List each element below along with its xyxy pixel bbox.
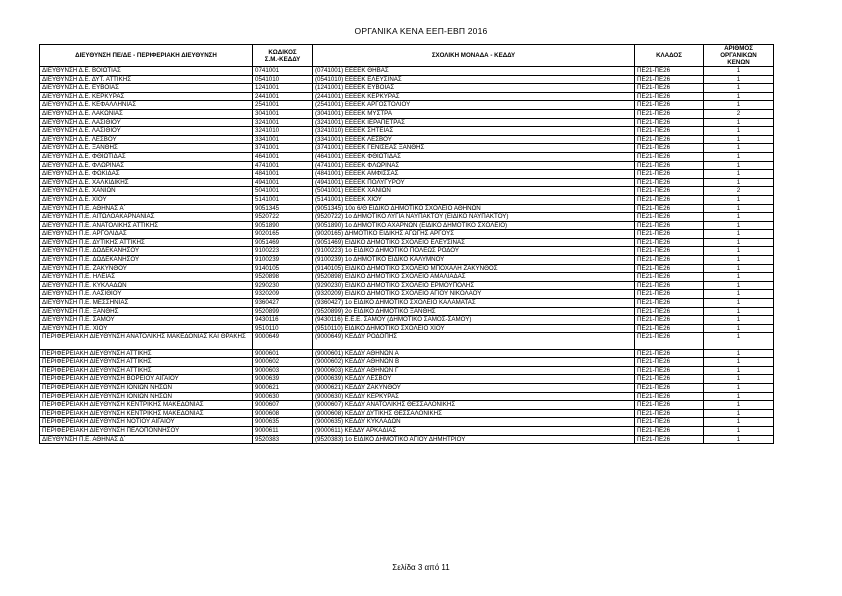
- cell-unit: (5041001) ΕΕΕΕΚ ΧΑΝΙΩΝ: [313, 187, 635, 196]
- cell-branch: ΠΕ21-ΠΕ26: [635, 152, 704, 161]
- cell-code: 4741001: [253, 161, 313, 170]
- cell-unit: (9520383) 1ο ΕΙΔΙΚΟ ΔΗΜΟΤΙΚΟ ΑΓΙΟΥ ΔΗΜΗΤΡΙΟΥ: [313, 435, 635, 444]
- cell-branch: ΠΕ21-ΠΕ26: [635, 144, 704, 153]
- cell-code: 9051345: [253, 204, 313, 213]
- cell-count: 1: [704, 213, 774, 222]
- cell-direction: ΠΕΡΙΦΕΡΕΙΑΚΗ ΔΙΕΥΘΥΝΣΗ ΑΝΑΤΟΛΙΚΗΣ ΜΑΚΕΔΟΝΙΑΣ ΚΑΙ ΘΡΑΚΗΣ: [40, 333, 253, 349]
- table-row: [40, 324, 774, 333]
- cell-code: 2541001: [253, 101, 313, 110]
- cell-branch: ΠΕ21-ΠΕ26: [635, 238, 704, 247]
- vacancies-table: [39, 44, 774, 444]
- cell-unit: (0541010) ΕΕΕΕΚ ΕΛΕΥΣΙΝΑΣ: [313, 75, 635, 84]
- cell-count: 1: [704, 307, 774, 316]
- cell-direction: ΔΙΕΥΘΥΝΣΗ Δ.Ε. ΦΘΙΩΤΙΔΑΣ: [40, 152, 253, 161]
- cell-direction: ΠΕΡΙΦΕΡΕΙΑΚΗ ΔΙΕΥΘΥΝΣΗ ΑΤΤΙΚΗΣ: [40, 349, 253, 358]
- cell-code: 9051890: [253, 221, 313, 230]
- cell-unit: (9051469) ΕΙΔΙΚΟ ΔΗΜΟΤΙΚΟ ΣΧΟΛΕΙΟ ΕΛΕΥΣΙΝΑΣ: [313, 238, 635, 247]
- cell-code: 4641001: [253, 152, 313, 161]
- cell-count: 1: [704, 273, 774, 282]
- cell-unit: (9000608) ΚΕΔΔΥ ΔΥΤΙΚΗΣ ΘΕΣΣΑΛΟΝΙΚΗΣ: [313, 409, 635, 418]
- cell-unit: (9520722) 1ο ΔΗΜΟΤΙΚΟ ΛΥΓΙΑ ΝΑΥΠΑΚΤΟΥ (ΕΙΔΙΚΟ ΝΑΥΠΑΚΤΟΥ): [313, 213, 635, 222]
- cell-direction: ΔΙΕΥΘΥΝΣΗ Π.Ε. ΚΥΚΛΑΔΩΝ: [40, 281, 253, 290]
- cell-direction: ΔΙΕΥΘΥΝΣΗ Π.Ε. ΣΑΜΟΥ: [40, 316, 253, 325]
- header-count-line1: ΑΡΙΘΜΟΣ ΟΡΓΑΝΙΚΩΝ: [720, 45, 757, 59]
- cell-unit: (3041001) ΕΕΕΕΚ ΜΥΣΤΡΑ: [313, 109, 635, 118]
- cell-unit: (9520898) ΕΙΔΙΚΟ ΔΗΜΟΤΙΚΟ ΣΧΟΛΕΙΟ ΑΜΑΛΙΑΔΑΣ: [313, 273, 635, 282]
- cell-branch: ΠΕ21-ΠΕ26: [635, 213, 704, 222]
- cell-unit: (9520899) 2ο ΕΙΔΙΚΟ ΔΗΜΟΤΙΚΟ ΞΑΝΘΗΣ: [313, 307, 635, 316]
- cell-count: 1: [704, 247, 774, 256]
- table-row: [40, 135, 774, 144]
- cell-count: 1: [704, 127, 774, 136]
- table-row: [40, 170, 774, 179]
- cell-unit: (4741001) ΕΕΕΕΚ ΦΛΩΡΙΝΑΣ: [313, 161, 635, 170]
- cell-code: 3041001: [253, 109, 313, 118]
- table-row: [40, 290, 774, 299]
- cell-code: 4841001: [253, 170, 313, 179]
- table-row: [40, 316, 774, 325]
- cell-direction: ΠΕΡΙΦΕΡΕΙΑΚΗ ΔΙΕΥΘΥΝΣΗ ΠΕΛΟΠΟΝΝΗΣΟΥ: [40, 426, 253, 435]
- cell-branch: ΠΕ21-ΠΕ26: [635, 195, 704, 204]
- cell-unit: (2541001) ΕΕΕΕΚ ΑΡΓΟΣΤΟΛΙΟΥ: [313, 101, 635, 110]
- cell-branch: ΠΕ21-ΠΕ26: [635, 426, 704, 435]
- page-title: ΟΡΓΑΝΙΚΑ ΚΕΝΑ ΕΕΠ-ΕΒΠ 2016: [354, 26, 488, 36]
- cell-branch: ΠΕ21-ΠΕ26: [635, 127, 704, 136]
- table-row: [40, 383, 774, 392]
- cell-direction: ΔΙΕΥΘΥΝΣΗ Π.Ε. ΑΙΤΩΛΟΑΚΑΡΝΑΝΙΑΣ: [40, 213, 253, 222]
- cell-code: 9051469: [253, 238, 313, 247]
- cell-direction: ΠΕΡΙΦΕΡΕΙΑΚΗ ΔΙΕΥΘΥΝΣΗ ΚΕΝΤΡΙΚΗΣ ΜΑΚΕΔΟΝΙΑΣ: [40, 409, 253, 418]
- table-row: [40, 195, 774, 204]
- cell-count: 2: [704, 187, 774, 196]
- cell-direction: ΔΙΕΥΘΥΝΣΗ Δ.Ε. ΧΑΝΙΩΝ: [40, 187, 253, 196]
- cell-unit: (3241001) ΕΕΕΕΚ ΙΕΡΑΠΕΤΡΑΣ: [313, 118, 635, 127]
- cell-unit: (4841001) ΕΕΕΕΚ ΑΜΦΙΣΣΑΣ: [313, 170, 635, 179]
- cell-unit: (9051345) 10ο 6/Θ ΕΙΔΙΚΟ ΔΗΜΟΤΙΚΟ ΣΧΟΛΕΙΟ ΑΘΗΝΩΝ: [313, 204, 635, 213]
- cell-branch: ΠΕ21-ΠΕ26: [635, 273, 704, 282]
- cell-direction: ΔΙΕΥΘΥΝΣΗ Π.Ε. ΗΛΕΙΑΣ: [40, 273, 253, 282]
- table-row: [40, 75, 774, 84]
- table-row: [40, 401, 774, 410]
- cell-direction: ΔΙΕΥΘΥΝΣΗ Δ.Ε. ΛΑΚΩΝΙΑΣ: [40, 109, 253, 118]
- table-row: [40, 101, 774, 110]
- cell-count: 1: [704, 435, 774, 444]
- cell-code: 9020165: [253, 230, 313, 239]
- cell-direction: ΔΙΕΥΘΥΝΣΗ Δ.Ε. ΛΕΣΒΟΥ: [40, 135, 253, 144]
- cell-unit: (2441001) ΕΕΕΕΚ ΚΕΡΚΥΡΑΣ: [313, 92, 635, 101]
- header-branch: ΚΛΑΔΟΣ: [635, 45, 704, 67]
- cell-code: 9000607: [253, 401, 313, 410]
- cell-direction: ΔΙΕΥΘΥΝΣΗ Π.Ε. ΛΑΣΙΘΙΟΥ: [40, 290, 253, 299]
- cell-count: 1: [704, 75, 774, 84]
- cell-unit: (9000649) ΚΕΔΔΥ ΡΟΔΟΠΗΣ: [313, 333, 635, 349]
- cell-code: 9520898: [253, 273, 313, 282]
- cell-code: 0541010: [253, 75, 313, 84]
- cell-branch: ΠΕ21-ΠΕ26: [635, 187, 704, 196]
- table-row: [40, 392, 774, 401]
- cell-branch: ΠΕ21-ΠΕ26: [635, 221, 704, 230]
- cell-unit: (9320209) ΕΙΔΙΚΟ ΔΗΜΟΤΙΚΟ ΣΧΟΛΕΙΟ ΑΓΙΟΥ ΝΙΚΟΛΑΟΥ: [313, 290, 635, 299]
- header-count: [704, 45, 774, 67]
- cell-branch: ΠΕ21-ΠΕ26: [635, 375, 704, 384]
- cell-code: 9360427: [253, 299, 313, 308]
- cell-count: 1: [704, 290, 774, 299]
- cell-direction: ΔΙΕΥΘΥΝΣΗ Π.Ε. ΔΩΔΕΚΑΝΗΣΟΥ: [40, 256, 253, 265]
- cell-code: 9000630: [253, 392, 313, 401]
- cell-direction: ΠΕΡΙΦΕΡΕΙΑΚΗ ΔΙΕΥΘΥΝΣΗ ΙΟΝΙΩΝ ΝΗΣΩΝ: [40, 383, 253, 392]
- cell-count: 2: [704, 109, 774, 118]
- cell-direction: ΔΙΕΥΘΥΝΣΗ Π.Ε. ΜΕΣΣΗΝΙΑΣ: [40, 299, 253, 308]
- cell-count: 1: [704, 161, 774, 170]
- cell-unit: (9290230) ΕΙΔΙΚΟ ΔΗΜΟΤΙΚΟ ΣΧΟΛΕΙΟ ΕΡΜΟΥΠΟΛΗΣ: [313, 281, 635, 290]
- table-row: [40, 435, 774, 444]
- table-row: [40, 92, 774, 101]
- cell-direction: ΔΙΕΥΘΥΝΣΗ Π.Ε. ΑΘΗΝΑΣ Δ΄: [40, 435, 253, 444]
- table-row: [40, 256, 774, 265]
- table-row: [40, 230, 774, 239]
- cell-count: 1: [704, 366, 774, 375]
- cell-unit: (9051890) 1ο ΔΗΜΟΤΙΚΟ ΑΧΑΡΝΩΝ (ΕΙΔΙΚΟ ΔΗΜΟΤΙΚΟ ΣΧΟΛΕΙΟ): [313, 221, 635, 230]
- cell-count: 1: [704, 238, 774, 247]
- cell-count: 1: [704, 101, 774, 110]
- cell-code: 9520722: [253, 213, 313, 222]
- cell-code: 9000603: [253, 366, 313, 375]
- cell-code: 9290230: [253, 281, 313, 290]
- table-row: [40, 307, 774, 316]
- table-row: [40, 109, 774, 118]
- cell-branch: ΠΕ21-ΠΕ26: [635, 324, 704, 333]
- cell-branch: ΠΕ21-ΠΕ26: [635, 366, 704, 375]
- cell-unit: (9000639) ΚΕΔΔΥ ΛΕΣΒΟΥ: [313, 375, 635, 384]
- cell-direction: ΔΙΕΥΘΥΝΣΗ Π.Ε. ΔΩΔΕΚΑΝΗΣΟΥ: [40, 247, 253, 256]
- cell-code: 5041001: [253, 187, 313, 196]
- cell-code: 9320209: [253, 290, 313, 299]
- cell-unit: (9000635) ΚΕΔΔΥ ΚΥΚΛΑΔΩΝ: [313, 418, 635, 427]
- cell-count: 1: [704, 375, 774, 384]
- table-row: [40, 426, 774, 435]
- cell-branch: ΠΕ21-ΠΕ26: [635, 256, 704, 265]
- table-row: [40, 127, 774, 136]
- cell-unit: (9360427) 1ο ΕΙΔΙΚΟ ΔΗΜΟΤΙΚΟ ΣΧΟΛΕΙΟ ΚΑΛΑΜΑΤΑΣ: [313, 299, 635, 308]
- cell-count: 1: [704, 383, 774, 392]
- cell-count: 1: [704, 67, 774, 76]
- cell-unit: (9430116) Ε.Ε.Ε. ΣΑΜΟΥ (ΔΗΜΟΤΙΚΟ ΣΑΜΟΣ-ΣΑΜΟΥ): [313, 316, 635, 325]
- table-row: [40, 161, 774, 170]
- cell-count: 1: [704, 170, 774, 179]
- cell-branch: ΠΕ21-ΠΕ26: [635, 392, 704, 401]
- cell-branch: ΠΕ21-ΠΕ26: [635, 383, 704, 392]
- cell-branch: ΠΕ21-ΠΕ26: [635, 178, 704, 187]
- cell-branch: ΠΕ21-ΠΕ26: [635, 435, 704, 444]
- cell-count: 1: [704, 256, 774, 265]
- cell-direction: ΔΙΕΥΘΥΝΣΗ Π.Ε. ΑΝΑΤΟΛΙΚΗΣ ΑΤΤΙΚΗΣ: [40, 221, 253, 230]
- table-row: [40, 299, 774, 308]
- cell-code: 3241010: [253, 127, 313, 136]
- cell-code: 9000608: [253, 409, 313, 418]
- cell-direction: ΠΕΡΙΦΕΡΕΙΑΚΗ ΔΙΕΥΘΥΝΣΗ ΙΟΝΙΩΝ ΝΗΣΩΝ: [40, 392, 253, 401]
- cell-branch: ΠΕ21-ΠΕ26: [635, 333, 704, 349]
- cell-branch: ΠΕ21-ΠΕ26: [635, 109, 704, 118]
- cell-unit: (3241010) ΕΕΕΕΚ ΣΗΤΕΙΑΣ: [313, 127, 635, 136]
- table-row: [40, 366, 774, 375]
- cell-branch: ΠΕ21-ΠΕ26: [635, 316, 704, 325]
- cell-count: 1: [704, 392, 774, 401]
- cell-branch: ΠΕ21-ΠΕ26: [635, 84, 704, 93]
- cell-count: 1: [704, 204, 774, 213]
- cell-code: 1241001: [253, 84, 313, 93]
- cell-branch: ΠΕ21-ΠΕ26: [635, 247, 704, 256]
- cell-branch: ΠΕ21-ΠΕ26: [635, 67, 704, 76]
- cell-branch: ΠΕ21-ΠΕ26: [635, 118, 704, 127]
- cell-count: 1: [704, 230, 774, 239]
- cell-unit: (9000602) ΚΕΔΔΥ ΑΘΗΝΩΝ Β: [313, 358, 635, 367]
- cell-count: 1: [704, 333, 774, 349]
- table-row: [40, 247, 774, 256]
- header-code-line1: ΚΩΔΙΚΟΣ: [268, 48, 297, 56]
- header-direction: ΔΙΕΥΘΥΝΣΗ ΠΕ/ΔΕ - ΠΕΡΙΦΕΡΙΑΚΗ ΔΙΕΥΘΥΝΣΗ: [40, 45, 253, 67]
- table-body: [40, 67, 774, 444]
- cell-unit: (9000601) ΚΕΔΔΥ ΑΘΗΝΩΝ Α: [313, 349, 635, 358]
- cell-unit: (9000621) ΚΕΔΔΥ ΖΑΚΥΝΘΟΥ: [313, 383, 635, 392]
- cell-code: 9520899: [253, 307, 313, 316]
- cell-direction: ΔΙΕΥΘΥΝΣΗ Δ.Ε. ΛΑΣΙΘΙΟΥ: [40, 127, 253, 136]
- cell-unit: (4941001) ΕΕΕΕΚ ΠΟΛΥΓΥΡΟΥ: [313, 178, 635, 187]
- cell-branch: ΠΕ21-ΠΕ26: [635, 409, 704, 418]
- cell-count: 1: [704, 92, 774, 101]
- cell-count: 1: [704, 281, 774, 290]
- cell-code: 9100223: [253, 247, 313, 256]
- cell-direction: ΔΙΕΥΘΥΝΣΗ Π.Ε. ΞΑΝΘΗΣ: [40, 307, 253, 316]
- table-row: [40, 187, 774, 196]
- table-row: [40, 333, 774, 349]
- cell-direction: ΔΙΕΥΘΥΝΣΗ Δ.Ε. ΔΥΤ. ΑΤΤΙΚΗΣ: [40, 75, 253, 84]
- cell-code: 3341001: [253, 135, 313, 144]
- cell-count: 1: [704, 144, 774, 153]
- table-row: [40, 375, 774, 384]
- cell-count: 1: [704, 409, 774, 418]
- cell-code: 9000635: [253, 418, 313, 427]
- table-row: [40, 349, 774, 358]
- cell-direction: ΔΙΕΥΘΥΝΣΗ Δ.Ε. ΚΕΦΑΛΛΗΝΙΑΣ: [40, 101, 253, 110]
- cell-direction: ΔΙΕΥΘΥΝΣΗ Δ.Ε. ΛΑΣΙΘΙΟΥ: [40, 118, 253, 127]
- cell-direction: ΔΙΕΥΘΥΝΣΗ Δ.Ε. ΦΩΚΙΔΑΣ: [40, 170, 253, 179]
- cell-code: 9000639: [253, 375, 313, 384]
- table-row: [40, 213, 774, 222]
- cell-code: 4941001: [253, 178, 313, 187]
- table-row: [40, 273, 774, 282]
- cell-unit: (0741001) ΕΕΕΕΚ ΘΗΒΑΣ: [313, 67, 635, 76]
- cell-direction: ΔΙΕΥΘΥΝΣΗ Π.Ε. ΖΑΚΥΝΘΟΥ: [40, 264, 253, 273]
- cell-code: 9140105: [253, 264, 313, 273]
- cell-branch: ΠΕ21-ΠΕ26: [635, 161, 704, 170]
- cell-unit: (9510110) ΕΙΔΙΚΟ ΔΗΜΟΤΙΚΟ ΣΧΟΛΕΙΟ ΧΙΟΥ: [313, 324, 635, 333]
- cell-code: 9430116: [253, 316, 313, 325]
- cell-count: 1: [704, 299, 774, 308]
- table-row: [40, 238, 774, 247]
- table-row: [40, 178, 774, 187]
- cell-unit: (9100223) 1ο ΕΙΔΙΚΟ ΔΗΜΟΤΙΚΟ ΠΟΛΕΩΣ ΡΟΔΟΥ: [313, 247, 635, 256]
- table-row: [40, 264, 774, 273]
- cell-direction: ΔΙΕΥΘΥΝΣΗ Δ.Ε. ΞΑΝΘΗΣ: [40, 144, 253, 153]
- cell-direction: ΔΙΕΥΘΥΝΣΗ Π.Ε. ΑΘΗΝΑΣ Α΄: [40, 204, 253, 213]
- cell-unit: (3741001) ΕΕΕΕΚ ΓΕΝΙΣΕΑΣ ΞΑΝΘΗΣ: [313, 144, 635, 153]
- cell-direction: ΔΙΕΥΘΥΝΣΗ Δ.Ε. ΧΑΛΚΙΔΙΚΗΣ: [40, 178, 253, 187]
- table-row: [40, 358, 774, 367]
- cell-direction: ΔΙΕΥΘΥΝΣΗ Π.Ε. ΑΡΓΟΛΙΔΑΣ: [40, 230, 253, 239]
- cell-unit: (9020165) ΔΗΜΟΤΙΚΟ ΕΙΔΙΚΗΣ ΑΓΩΓΗΣ ΑΡΓΟΥΣ: [313, 230, 635, 239]
- table-row: [40, 152, 774, 161]
- cell-code: 9000611: [253, 426, 313, 435]
- cell-direction: ΠΕΡΙΦΕΡΕΙΑΚΗ ΔΙΕΥΘΥΝΣΗ ΒΟΡΕΙΟΥ ΑΙΓΑΙΟΥ: [40, 375, 253, 384]
- cell-direction: ΠΕΡΙΦΕΡΕΙΑΚΗ ΔΙΕΥΘΥΝΣΗ ΑΤΤΙΚΗΣ: [40, 358, 253, 367]
- header-count-line2: ΚΕΝΩΝ: [727, 59, 750, 66]
- cell-count: 1: [704, 401, 774, 410]
- cell-count: 1: [704, 264, 774, 273]
- cell-code: 9510110: [253, 324, 313, 333]
- cell-branch: ΠΕ21-ΠΕ26: [635, 281, 704, 290]
- cell-branch: ΠΕ21-ΠΕ26: [635, 358, 704, 367]
- cell-code: 3741001: [253, 144, 313, 153]
- cell-direction: ΔΙΕΥΘΥΝΣΗ Π.Ε. ΔΥΤΙΚΗΣ ΑΤΤΙΚΗΣ: [40, 238, 253, 247]
- cell-code: 9100239: [253, 256, 313, 265]
- cell-branch: ΠΕ21-ΠΕ26: [635, 349, 704, 358]
- cell-code: 3241001: [253, 118, 313, 127]
- cell-unit: (3341001) ΕΕΕΕΚ ΛΕΣΒΟΥ: [313, 135, 635, 144]
- cell-unit: (9100239) 1ο ΔΗΜΟΤΙΚΟ ΕΙΔΙΚΟ ΚΑΛΥΜΝΟΥ: [313, 256, 635, 265]
- header-code: [253, 45, 313, 67]
- cell-direction: ΠΕΡΙΦΕΡΕΙΑΚΗ ΔΙΕΥΘΥΝΣΗ ΑΤΤΙΚΗΣ: [40, 366, 253, 375]
- cell-branch: ΠΕ21-ΠΕ26: [635, 418, 704, 427]
- cell-unit: (1241001) ΕΕΕΕΚ ΕΥΒΟΙΑΣ: [313, 84, 635, 93]
- cell-code: 0741001: [253, 67, 313, 76]
- table-row: [40, 204, 774, 213]
- cell-count: 1: [704, 195, 774, 204]
- cell-count: 1: [704, 418, 774, 427]
- table-row: [40, 418, 774, 427]
- cell-branch: ΠΕ21-ΠΕ26: [635, 101, 704, 110]
- cell-code: 9000649: [253, 333, 313, 349]
- cell-count: 1: [704, 135, 774, 144]
- cell-code: 9000602: [253, 358, 313, 367]
- cell-direction: ΔΙΕΥΘΥΝΣΗ Δ.Ε. ΦΛΩΡΙΝΑΣ: [40, 161, 253, 170]
- table-row: [40, 409, 774, 418]
- table-row: [40, 118, 774, 127]
- table-row: [40, 84, 774, 93]
- table-row: [40, 67, 774, 76]
- header-unit: ΣΧΟΛΙΚΗ ΜΟΝΑΔΑ - ΚΕΔΔΥ: [313, 45, 635, 67]
- cell-count: 1: [704, 118, 774, 127]
- cell-code: 9000601: [253, 349, 313, 358]
- cell-direction: ΠΕΡΙΦΕΡΕΙΑΚΗ ΔΙΕΥΘΥΝΣΗ ΝΟΤΙΟΥ ΑΙΓΑΙΟΥ: [40, 418, 253, 427]
- cell-branch: ΠΕ21-ΠΕ26: [635, 230, 704, 239]
- cell-code: 9000621: [253, 383, 313, 392]
- cell-unit: (5141001) ΕΕΕΕΚ ΧΙΟΥ: [313, 195, 635, 204]
- cell-branch: ΠΕ21-ΠΕ26: [635, 307, 704, 316]
- cell-branch: ΠΕ21-ΠΕ26: [635, 75, 704, 84]
- cell-branch: ΠΕ21-ΠΕ26: [635, 135, 704, 144]
- cell-count: 1: [704, 84, 774, 93]
- cell-unit: (9000607) ΚΕΔΔΥ ΑΝΑΤΟΛΙΚΗΣ ΘΕΣΣΑΛΟΝΙΚΗΣ: [313, 401, 635, 410]
- cell-unit: (9000603) ΚΕΔΔΥ ΑΘΗΝΩΝ Γ: [313, 366, 635, 375]
- cell-branch: ΠΕ21-ΠΕ26: [635, 264, 704, 273]
- cell-direction: ΔΙΕΥΘΥΝΣΗ Π.Ε. ΧΙΟΥ: [40, 324, 253, 333]
- cell-branch: ΠΕ21-ΠΕ26: [635, 204, 704, 213]
- cell-count: 1: [704, 349, 774, 358]
- header-code-line2: Σ.Μ.-ΚΕΔΔΥ: [264, 55, 301, 63]
- cell-code: 5141001: [253, 195, 313, 204]
- cell-unit: (4641001) ΕΕΕΕΚ ΦΘΙΩΤΙΔΑΣ: [313, 152, 635, 161]
- cell-branch: ΠΕ21-ΠΕ26: [635, 170, 704, 179]
- table-row: [40, 221, 774, 230]
- cell-unit: (9000611) ΚΕΔΔΥ ΑΡΚΑΔΙΑΣ: [313, 426, 635, 435]
- cell-count: 1: [704, 221, 774, 230]
- cell-count: 1: [704, 316, 774, 325]
- cell-unit: (9000630) ΚΕΔΔΥ ΚΕΡΚΥΡΑΣ: [313, 392, 635, 401]
- cell-count: 1: [704, 324, 774, 333]
- table-row: [40, 281, 774, 290]
- cell-count: 1: [704, 358, 774, 367]
- cell-direction: ΔΙΕΥΘΥΝΣΗ Δ.Ε. ΧΙΟΥ: [40, 195, 253, 204]
- cell-count: 1: [704, 152, 774, 161]
- cell-branch: ΠΕ21-ΠΕ26: [635, 92, 704, 101]
- cell-direction: ΔΙΕΥΘΥΝΣΗ Δ.Ε. ΚΕΡΚΥΡΑΣ: [40, 92, 253, 101]
- table-row: [40, 144, 774, 153]
- cell-count: 1: [704, 426, 774, 435]
- cell-direction: ΔΙΕΥΘΥΝΣΗ Δ.Ε. ΒΟΙΩΤΙΑΣ: [40, 67, 253, 76]
- cell-direction: ΠΕΡΙΦΕΡΕΙΑΚΗ ΔΙΕΥΘΥΝΣΗ ΚΕΝΤΡΙΚΗΣ ΜΑΚΕΔΟΝΙΑΣ: [40, 401, 253, 410]
- cell-code: 9520383: [253, 435, 313, 444]
- cell-branch: ΠΕ21-ΠΕ26: [635, 299, 704, 308]
- cell-branch: ΠΕ21-ΠΕ26: [635, 290, 704, 299]
- cell-direction: ΔΙΕΥΘΥΝΣΗ Δ.Ε. ΕΥΒΟΙΑΣ: [40, 84, 253, 93]
- table-header-row: [40, 45, 774, 67]
- cell-count: 1: [704, 178, 774, 187]
- cell-unit: (9140105) ΕΙΔΙΚΟ ΔΗΜΟΤΙΚΟ ΣΧΟΛΕΙΟ ΜΠΟΧΑΛΗ ΖΑΚΥΝΘΟΣ: [313, 264, 635, 273]
- cell-branch: ΠΕ21-ΠΕ26: [635, 401, 704, 410]
- cell-code: 2441001: [253, 92, 313, 101]
- page-number: Σελίδα 3 από 11: [392, 563, 450, 572]
